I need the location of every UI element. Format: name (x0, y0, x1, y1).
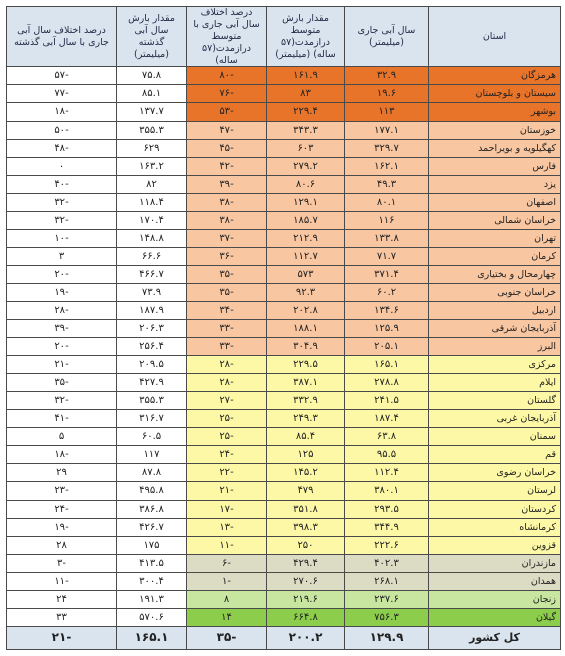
total-cell-longterm-avg: ۲۰۰.۲ (267, 626, 345, 649)
cell-current-year: ۱۹.۶ (345, 85, 429, 103)
cell-diff-last-year: -۷۷ (7, 85, 117, 103)
cell-last-year: ۴۶۶.۷ (117, 265, 187, 283)
cell-province: قم (429, 446, 561, 464)
cell-current-year: ۴۰۲.۳ (345, 554, 429, 572)
cell-diff-last-year: ۰ (7, 157, 117, 175)
cell-last-year: ۸۷.۸ (117, 464, 187, 482)
cell-current-year: ۲۴۱.۵ (345, 392, 429, 410)
cell-current-year: ۳۴۴.۹ (345, 518, 429, 536)
cell-last-year: ۱۸۷.۹ (117, 301, 187, 319)
cell-current-year: ۴۹.۳ (345, 175, 429, 193)
table-row (7, 482, 561, 500)
cell-current-year: ۹۵.۵ (345, 446, 429, 464)
cell-province: آذربایجان غربی (429, 410, 561, 428)
cell-province: کرمانشاه (429, 518, 561, 536)
cell-diff-last-year: -۲۱ (7, 356, 117, 374)
cell-longterm-avg: ۶۶۴.۸ (267, 608, 345, 626)
table-row (7, 320, 561, 338)
cell-diff-last-year: ۳ (7, 247, 117, 265)
cell-longterm-avg: ۳۰۴.۹ (267, 338, 345, 356)
table-row (7, 139, 561, 157)
table-row (7, 229, 561, 247)
cell-last-year: ۲۵۶.۴ (117, 338, 187, 356)
cell-current-year: ۱۱۲.۴ (345, 464, 429, 482)
cell-current-year: ۳۷۱.۴ (345, 265, 429, 283)
cell-last-year: ۷۳.۹ (117, 283, 187, 301)
cell-last-year: ۴۱۳.۵ (117, 554, 187, 572)
cell-longterm-avg: ۲۲۹.۴ (267, 103, 345, 121)
cell-current-year: ۶۳.۸ (345, 428, 429, 446)
rainfall-table (6, 6, 561, 650)
cell-current-year: ۱۳۴.۶ (345, 301, 429, 319)
cell-province: کردستان (429, 500, 561, 518)
cell-diff-longterm: -۳۴ (187, 301, 267, 319)
cell-longterm-avg: ۴۷۹ (267, 482, 345, 500)
cell-province: اردبیل (429, 301, 561, 319)
cell-diff-longterm: -۳۸ (187, 193, 267, 211)
cell-last-year: ۸۲ (117, 175, 187, 193)
cell-last-year: ۴۲۶.۷ (117, 518, 187, 536)
cell-longterm-avg: ۳۹۸.۳ (267, 518, 345, 536)
cell-province: فارس (429, 157, 561, 175)
cell-diff-longterm: -۲۸ (187, 356, 267, 374)
cell-province: بوشهر (429, 103, 561, 121)
table-row (7, 590, 561, 608)
cell-diff-last-year: -۱۸ (7, 446, 117, 464)
cell-longterm-avg: ۲۷۰.۶ (267, 572, 345, 590)
cell-diff-last-year: -۱۰ (7, 229, 117, 247)
cell-diff-longterm: -۲۸ (187, 374, 267, 392)
cell-diff-longterm: -۲۵ (187, 428, 267, 446)
cell-longterm-avg: ۸۳ (267, 85, 345, 103)
table-row (7, 356, 561, 374)
cell-province: خراسان رضوی (429, 464, 561, 482)
table-row (7, 554, 561, 572)
cell-diff-longterm: -۳۵ (187, 265, 267, 283)
cell-diff-longterm: -۱۳ (187, 518, 267, 536)
cell-diff-last-year: -۵۰ (7, 121, 117, 139)
cell-province: خراسان شمالی (429, 211, 561, 229)
table-row (7, 103, 561, 121)
total-cell-diff-last-year: -۲۱ (7, 626, 117, 649)
cell-last-year: ۴۲۷.۹ (117, 374, 187, 392)
table-row (7, 157, 561, 175)
table-row (7, 608, 561, 626)
cell-last-year: ۱۱۸.۴ (117, 193, 187, 211)
cell-longterm-avg: ۱۲۹.۱ (267, 193, 345, 211)
cell-province: یزد (429, 175, 561, 193)
table-row (7, 85, 561, 103)
header-row (7, 7, 561, 67)
cell-last-year: ۶۲۹ (117, 139, 187, 157)
cell-diff-last-year: -۳ (7, 554, 117, 572)
cell-longterm-avg: ۲۱۹.۶ (267, 590, 345, 608)
cell-longterm-avg: ۱۶۱.۹ (267, 67, 345, 85)
table-row (7, 518, 561, 536)
cell-last-year: ۴۹۵.۸ (117, 482, 187, 500)
table-row (7, 392, 561, 410)
cell-diff-longterm: -۴۷ (187, 121, 267, 139)
cell-diff-longterm: -۳۳ (187, 320, 267, 338)
cell-diff-last-year: -۲۸ (7, 301, 117, 319)
cell-diff-longterm: -۳۶ (187, 247, 267, 265)
cell-longterm-avg: ۹۲.۳ (267, 283, 345, 301)
cell-diff-last-year: -۱۱ (7, 572, 117, 590)
cell-current-year: ۲۲۲.۶ (345, 536, 429, 554)
cell-longterm-avg: ۸۰.۶ (267, 175, 345, 193)
cell-diff-last-year: -۳۹ (7, 320, 117, 338)
cell-last-year: ۱۴۸.۸ (117, 229, 187, 247)
cell-diff-longterm: ۱۴ (187, 608, 267, 626)
cell-longterm-avg: ۳۵۱.۸ (267, 500, 345, 518)
cell-current-year: ۱۶۲.۱ (345, 157, 429, 175)
cell-diff-longterm: -۳۳ (187, 338, 267, 356)
cell-last-year: ۳۵۵.۳ (117, 392, 187, 410)
cell-longterm-avg: ۶۰۳ (267, 139, 345, 157)
cell-diff-longterm: -۲۱ (187, 482, 267, 500)
cell-diff-last-year: -۳۵ (7, 374, 117, 392)
cell-province: قزوین (429, 536, 561, 554)
cell-province: سیستان و بلوچستان (429, 85, 561, 103)
cell-current-year: ۱۸۷.۴ (345, 410, 429, 428)
cell-diff-longterm: -۳۸ (187, 211, 267, 229)
table-row (7, 301, 561, 319)
cell-longterm-avg: ۲۵۰ (267, 536, 345, 554)
cell-province: چهارمحال و بختیاری (429, 265, 561, 283)
cell-diff-longterm: -۲۲ (187, 464, 267, 482)
cell-last-year: ۸۵.۱ (117, 85, 187, 103)
cell-diff-last-year: -۳۲ (7, 211, 117, 229)
cell-current-year: ۲۷۸.۸ (345, 374, 429, 392)
cell-province: زنجان (429, 590, 561, 608)
cell-current-year: ۱۳۳.۸ (345, 229, 429, 247)
header-current-year: سال آبی جاری (میلیمتر) (345, 7, 429, 67)
cell-diff-longterm: -۲۷ (187, 392, 267, 410)
header-diff-last-year: درصد اختلاف سال آبی جاری با سال آبی گذشته (7, 7, 117, 67)
cell-province: مرکزی (429, 356, 561, 374)
cell-diff-longterm: -۲۴ (187, 446, 267, 464)
cell-last-year: ۳۵۵.۳ (117, 121, 187, 139)
table-row (7, 464, 561, 482)
total-cell-last-year: ۱۶۵.۱ (117, 626, 187, 649)
header-last-year: مقدار بارش سال آبی گذشته (میلیمتر) (117, 7, 187, 67)
cell-current-year: ۳۲.۹ (345, 67, 429, 85)
cell-diff-longterm: -۳۷ (187, 229, 267, 247)
cell-diff-last-year: ۲۹ (7, 464, 117, 482)
cell-current-year: ۱۱۳ (345, 103, 429, 121)
header-diff-longterm: درصد اختلاف سال آبی جاری با متوسط درازمدت(۵۷ ساله) (187, 7, 267, 67)
cell-diff-longterm: -۵۳ (187, 103, 267, 121)
cell-current-year: ۷۵۶.۳ (345, 608, 429, 626)
table-row (7, 265, 561, 283)
cell-longterm-avg: ۱۱۲.۷ (267, 247, 345, 265)
cell-diff-last-year: -۱۹ (7, 518, 117, 536)
cell-current-year: ۲۳۷.۶ (345, 590, 429, 608)
cell-current-year: ۲۰۵.۱ (345, 338, 429, 356)
cell-diff-longterm: -۱۷ (187, 500, 267, 518)
cell-province: البرز (429, 338, 561, 356)
table-row (7, 211, 561, 229)
cell-longterm-avg: ۴۲۹.۴ (267, 554, 345, 572)
table-body (7, 67, 561, 649)
header-province: استان (429, 7, 561, 67)
header-longterm-avg: مقدار بارش متوسط درازمدت(۵۷ ساله) (میلیمتر) (267, 7, 345, 67)
cell-diff-longterm: -۳۹ (187, 175, 267, 193)
total-cell-province: کل کشور (429, 626, 561, 649)
cell-province: آذربایجان شرقی (429, 320, 561, 338)
cell-province: تهران (429, 229, 561, 247)
cell-province: لرستان (429, 482, 561, 500)
cell-longterm-avg: ۲۱۲.۹ (267, 229, 345, 247)
table-row (7, 283, 561, 301)
cell-diff-longterm: -۴۵ (187, 139, 267, 157)
cell-province: خراسان جنوبی (429, 283, 561, 301)
cell-last-year: ۱۱۷ (117, 446, 187, 464)
rainfall-table-container (6, 6, 560, 650)
cell-last-year: ۲۰۹.۵ (117, 356, 187, 374)
cell-last-year: ۶۰.۵ (117, 428, 187, 446)
table-row (7, 338, 561, 356)
cell-province: همدان (429, 572, 561, 590)
cell-longterm-avg: ۱۴۵.۲ (267, 464, 345, 482)
cell-last-year: ۱۷۵ (117, 536, 187, 554)
cell-diff-last-year: -۳۲ (7, 392, 117, 410)
cell-last-year: ۶۶.۶ (117, 247, 187, 265)
cell-diff-last-year: ۲۴ (7, 590, 117, 608)
total-row (7, 626, 561, 649)
table-row (7, 67, 561, 85)
cell-current-year: ۳۲۹.۷ (345, 139, 429, 157)
table-row (7, 374, 561, 392)
cell-last-year: ۱۳۷.۷ (117, 103, 187, 121)
cell-longterm-avg: ۵۷۳ (267, 265, 345, 283)
table-row (7, 446, 561, 464)
cell-last-year: ۱۷۰.۴ (117, 211, 187, 229)
cell-diff-last-year: ۲۸ (7, 536, 117, 554)
cell-current-year: ۱۲۵.۹ (345, 320, 429, 338)
cell-diff-last-year: -۴۰ (7, 175, 117, 193)
table-row (7, 193, 561, 211)
cell-diff-last-year: -۲۰ (7, 265, 117, 283)
cell-diff-last-year: -۳۲ (7, 193, 117, 211)
cell-diff-last-year: -۱۸ (7, 103, 117, 121)
cell-last-year: ۳۱۶.۷ (117, 410, 187, 428)
cell-current-year: ۸۰.۱ (345, 193, 429, 211)
cell-diff-last-year: -۲۳ (7, 482, 117, 500)
cell-province: خوزستان (429, 121, 561, 139)
table-row (7, 410, 561, 428)
cell-province: کهگیلویه و بویراحمد (429, 139, 561, 157)
cell-current-year: ۷۱.۷ (345, 247, 429, 265)
table-row (7, 500, 561, 518)
cell-province: گیلان (429, 608, 561, 626)
cell-diff-last-year: -۱۹ (7, 283, 117, 301)
cell-province: اصفهان (429, 193, 561, 211)
cell-last-year: ۷۵.۸ (117, 67, 187, 85)
cell-longterm-avg: ۱۲۵ (267, 446, 345, 464)
table-row (7, 428, 561, 446)
cell-diff-longterm: -۱ (187, 572, 267, 590)
table-row (7, 121, 561, 139)
cell-longterm-avg: ۱۸۵.۷ (267, 211, 345, 229)
cell-last-year: ۵۷۰.۶ (117, 608, 187, 626)
total-cell-diff-longterm: -۳۵ (187, 626, 267, 649)
table-row (7, 175, 561, 193)
cell-longterm-avg: ۲۴۹.۳ (267, 410, 345, 428)
cell-diff-longterm: -۸۰ (187, 67, 267, 85)
cell-diff-longterm: -۷۶ (187, 85, 267, 103)
cell-current-year: ۲۹۳.۵ (345, 500, 429, 518)
cell-diff-last-year: -۲۰ (7, 338, 117, 356)
cell-longterm-avg: ۲۲۹.۵ (267, 356, 345, 374)
cell-last-year: ۳۸۶.۸ (117, 500, 187, 518)
cell-current-year: ۱۱۶ (345, 211, 429, 229)
cell-last-year: ۳۰۰.۴ (117, 572, 187, 590)
cell-diff-last-year: -۴۸ (7, 139, 117, 157)
cell-diff-longterm: -۲۵ (187, 410, 267, 428)
cell-province: ایلام (429, 374, 561, 392)
cell-longterm-avg: ۲۷۹.۲ (267, 157, 345, 175)
cell-province: گلستان (429, 392, 561, 410)
cell-province: هرمزگان (429, 67, 561, 85)
cell-province: سمنان (429, 428, 561, 446)
cell-longterm-avg: ۱۸۸.۱ (267, 320, 345, 338)
cell-last-year: ۲۰۶.۳ (117, 320, 187, 338)
cell-diff-longterm: -۶ (187, 554, 267, 572)
cell-current-year: ۱۶۵.۱ (345, 356, 429, 374)
cell-longterm-avg: ۳۳۲.۹ (267, 392, 345, 410)
cell-diff-longterm: -۱۱ (187, 536, 267, 554)
total-cell-current-year: ۱۲۹.۹ (345, 626, 429, 649)
cell-last-year: ۱۶۳.۲ (117, 157, 187, 175)
cell-current-year: ۶۰.۲ (345, 283, 429, 301)
cell-diff-last-year: -۵۷ (7, 67, 117, 85)
cell-diff-last-year: -۲۴ (7, 500, 117, 518)
cell-last-year: ۱۹۱.۳ (117, 590, 187, 608)
cell-diff-last-year: -۴۱ (7, 410, 117, 428)
cell-current-year: ۳۸۰.۱ (345, 482, 429, 500)
cell-province: مازندران (429, 554, 561, 572)
cell-diff-longterm: -۴۲ (187, 157, 267, 175)
cell-diff-last-year: ۵ (7, 428, 117, 446)
cell-longterm-avg: ۲۰۲.۸ (267, 301, 345, 319)
cell-longterm-avg: ۸۵.۴ (267, 428, 345, 446)
cell-diff-longterm: -۳۵ (187, 283, 267, 301)
cell-diff-longterm: ۸ (187, 590, 267, 608)
cell-current-year: ۲۶۸.۱ (345, 572, 429, 590)
cell-longterm-avg: ۳۴۳.۳ (267, 121, 345, 139)
cell-current-year: ۱۷۷.۱ (345, 121, 429, 139)
cell-diff-last-year: ۳۳ (7, 608, 117, 626)
table-row (7, 572, 561, 590)
cell-longterm-avg: ۳۸۷.۱ (267, 374, 345, 392)
cell-province: کرمان (429, 247, 561, 265)
table-row (7, 536, 561, 554)
table-row (7, 247, 561, 265)
